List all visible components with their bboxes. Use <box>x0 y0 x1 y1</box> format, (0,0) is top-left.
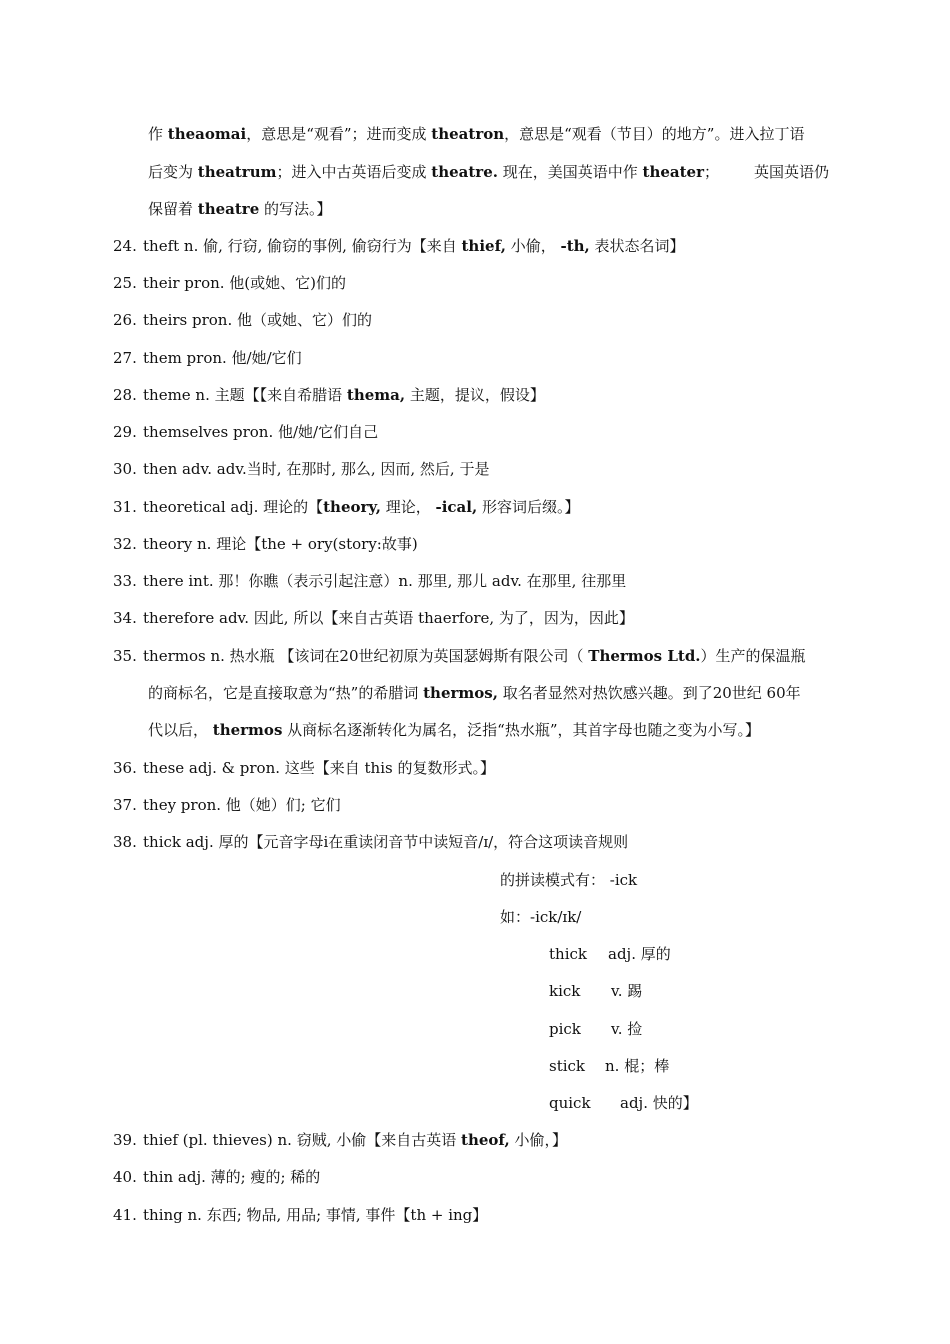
entry-39: 39. thief (pl. thieves) n. 窃贼, 小偷【来自古英语 theof, 小偷，】 <box>113 1131 568 1149</box>
pattern-word: pick <box>549 1020 581 1038</box>
intro-line-3: 保留着 theatre 的写法。】 <box>148 200 332 218</box>
pattern-heading: 的拼读模式有： -ick <box>500 871 638 889</box>
entry-36: 36. these adj. & pron. 这些【来自 this 的复数形式。】 <box>113 759 495 777</box>
pattern-word: quick <box>549 1094 591 1112</box>
entry-34: 34. therefore adv. 因此, 所以【来自古英语 thaerfore, 为了，因为，因此】 <box>113 609 634 627</box>
entry-25: 25. their pron. 他(或她、它)们的 <box>113 274 347 292</box>
entry-40: 40. thin adj. 薄的; 瘦的; 稀的 <box>113 1168 321 1186</box>
pattern-example: 如：-ick/ɪk/ <box>500 908 582 926</box>
entry-37: 37. they pron. 他（她）们; 它们 <box>113 796 341 814</box>
pattern-word: stick <box>549 1057 586 1075</box>
pattern-word: kick <box>549 982 581 1000</box>
entry-31: 31. theoretical adj. 理论的【theory, 理论， -ical, 形容词后缀。】 <box>113 498 580 516</box>
intro-line-2: 后变为 theatrum；进入中古英语后变成 theatre. 现在，美国英语中作 theater； <box>148 163 720 181</box>
entry-35-line-2: 的商标名，它是直接取意为“热”的希腊词 thermos, 取名者显然对热饮感兴趣。到了20世纪 60年 <box>148 684 801 702</box>
pattern-meaning: v. 捡 <box>611 1020 643 1038</box>
entry-32: 32. theory n. 理论【the + ory(story:故事) <box>113 535 418 553</box>
pattern-word: thick <box>549 945 587 963</box>
entry-33: 33. there int. 那！你瞧（表示引起注意）n. 那里, 那儿 adv. 在那里, 往那里 <box>113 572 627 590</box>
entry-35-line-3: 代以后， thermos 从商标名逐渐转化为属名，泛指“热水瓶”，其首字母也随之变为小写。】 <box>148 721 760 739</box>
entry-26: 26. theirs pron. 他（或她、它）们的 <box>113 311 372 329</box>
entry-35: 35. thermos n. 热水瓶 【该词在20世纪初原为英国瑟姆斯有限公司（ Thermos Ltd.）生产的保温瓶 <box>113 647 806 665</box>
pattern-meaning: v. 踢 <box>611 982 643 1000</box>
intro-line-2-tail: 英国英语仍 <box>754 163 830 181</box>
intro-line-1: 作 theaomai，意思是“观看”；进而变成 theatron，意思是“观看（节目）的地方”。进入拉丁语 <box>148 125 805 143</box>
entry-27: 27. them pron. 他/她/它们 <box>113 349 302 367</box>
pattern-meaning: adj. 快的】 <box>620 1094 698 1112</box>
entry-28: 28. theme n. 主题【【来自希腊语 thema, 主题，提议，假设】 <box>113 386 545 404</box>
entry-29: 29. themselves pron. 他/她/它们自己 <box>113 423 379 441</box>
entry-30: 30. then adv. adv.当时, 在那时, 那么, 因而, 然后, 于是 <box>113 460 490 478</box>
pattern-meaning: adj. 厚的 <box>608 945 671 963</box>
entry-41: 41. thing n. 东西; 物品, 用品; 事情, 事件【th + ing】 <box>113 1206 488 1224</box>
pattern-meaning: n. 棍；棒 <box>605 1057 670 1075</box>
entry-24: 24. theft n. 偷, 行窃, 偷窃的事例, 偷窃行为【来自 thief, 小偷， -th, 表状态名词】 <box>113 237 685 255</box>
entry-38: 38. thick adj. 厚的【元音字母i在重读闭音节中读短音/ɪ/，符合这项读音规则 <box>113 833 629 851</box>
